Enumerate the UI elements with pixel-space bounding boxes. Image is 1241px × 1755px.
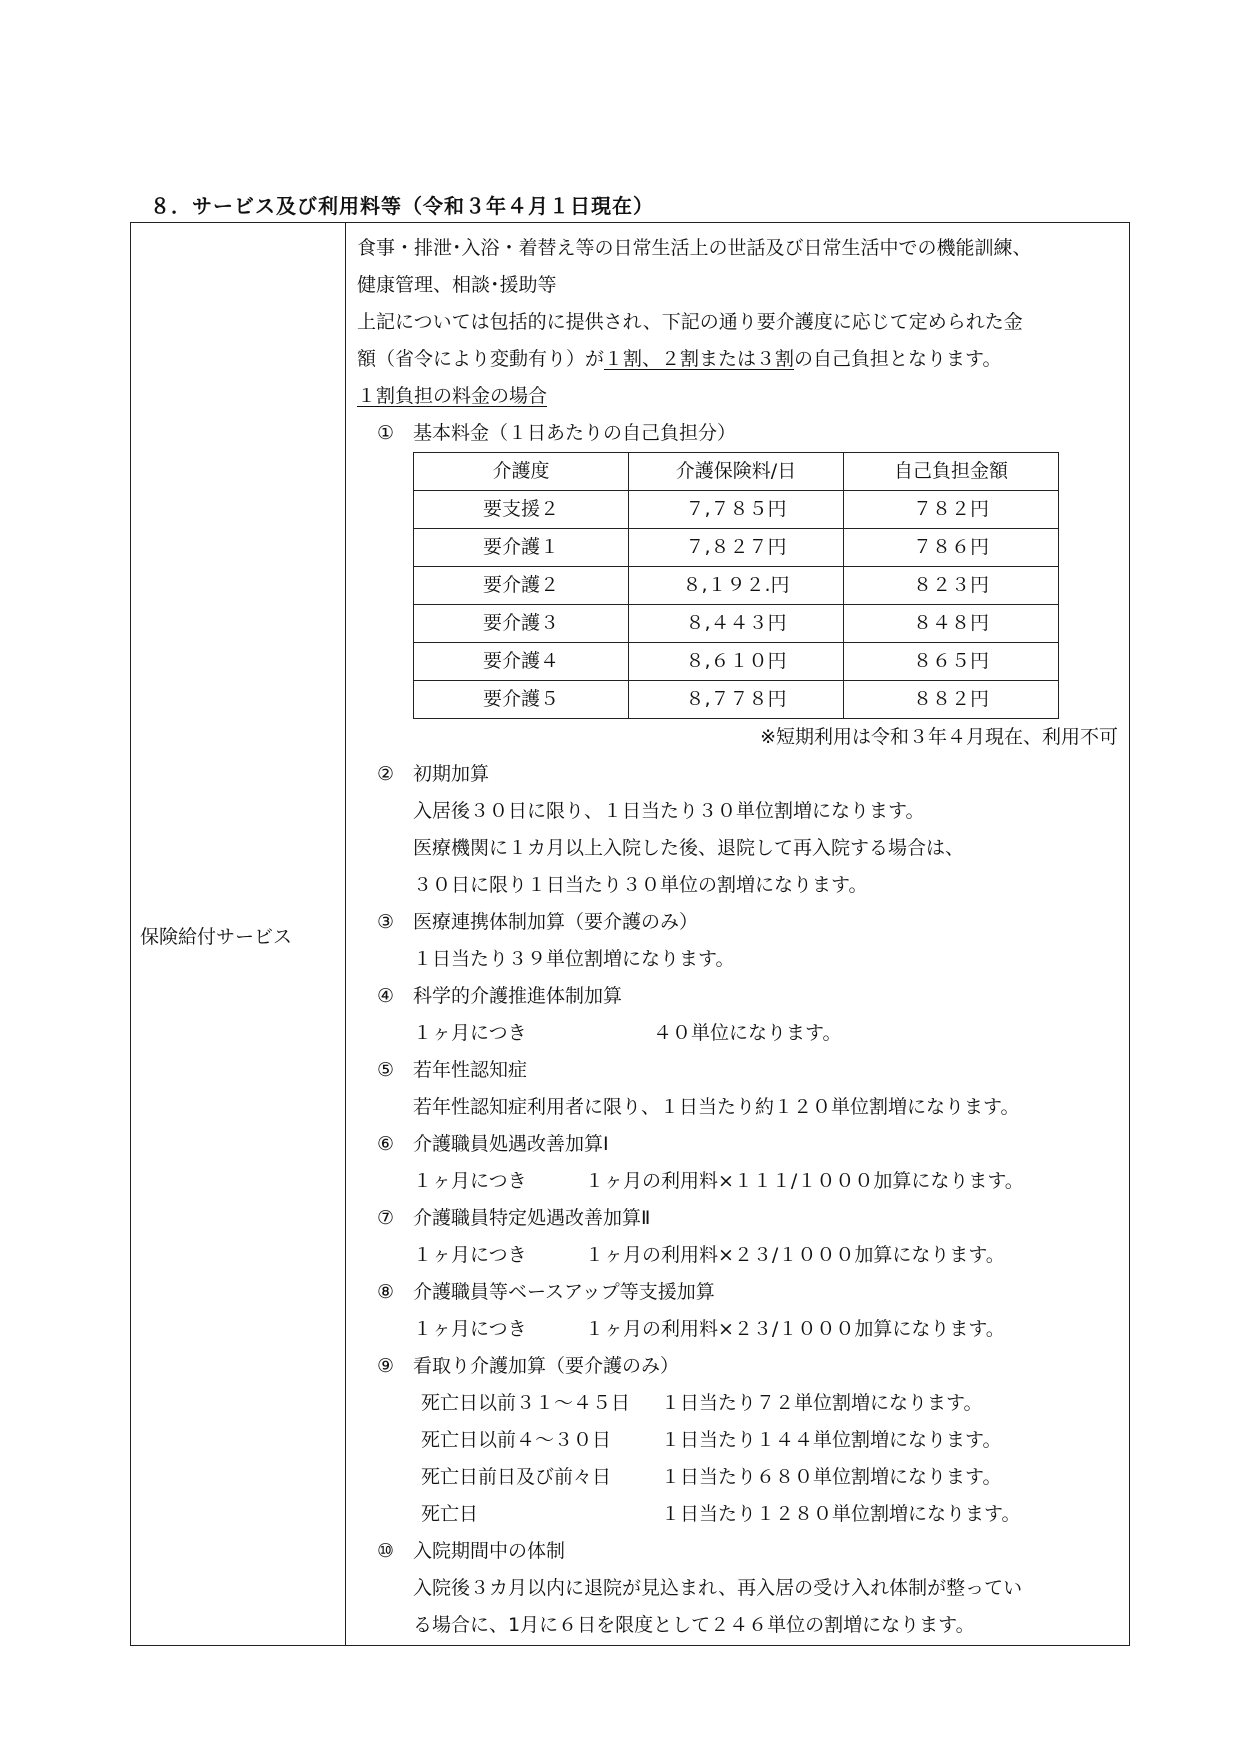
item-title: 若年性認知症 xyxy=(413,1059,528,1081)
item-9-row xyxy=(357,1422,1122,1459)
item-title: 介護職員等ベースアップ等支援加算 xyxy=(413,1281,715,1303)
table-cell: 要介護１ xyxy=(414,529,629,567)
table-row xyxy=(414,567,1059,605)
item-period: 死亡日前日及び前々日 xyxy=(421,1466,612,1488)
item-title: 看取り介護加算（要介護のみ） xyxy=(413,1355,680,1377)
item-8-title xyxy=(357,1274,1122,1311)
item-marker: ⑤ xyxy=(377,1059,395,1081)
item-10-text: 入院後３カ月以内に退院が見込まれ、再入居の受け入れ体制が整ってい xyxy=(413,1577,1023,1599)
item-amount: １日当たり７２単位割増になります。 xyxy=(661,1392,983,1414)
item-marker: ① xyxy=(377,422,395,444)
item-2-text: ３０日に限り１日当たり３０単位の割増になります。 xyxy=(413,874,868,896)
item-9-row xyxy=(357,1459,1122,1496)
item-period: 死亡日 xyxy=(421,1503,479,1525)
item-7-text xyxy=(357,1237,1122,1274)
item-amount: ４０単位になります。 xyxy=(653,1022,842,1044)
item-8-text xyxy=(357,1311,1122,1348)
table-cell: 要介護３ xyxy=(414,605,629,643)
intro-line: 健康管理、相談･援助等 xyxy=(357,274,557,296)
item-title: 初期加算 xyxy=(413,763,490,785)
item-5-title xyxy=(357,1052,1122,1089)
table-cell: ８２３円 xyxy=(844,567,1059,605)
header-cell: 介護保険料/日 xyxy=(629,453,844,491)
item-title: 科学的介護推進体制加算 xyxy=(413,985,623,1007)
item-9-title xyxy=(357,1348,1122,1385)
item-3-title xyxy=(357,904,1122,941)
item-3-text: １日当たり３９単位割増になります。 xyxy=(413,948,735,970)
item-title: 介護職員特定処遇改善加算Ⅱ xyxy=(413,1207,651,1229)
item-2-text: 医療機関に１カ月以上入院した後、退院して再入院する場合は、 xyxy=(413,837,965,859)
table-cell: ８,７７８円 xyxy=(629,681,844,719)
item-basic-title xyxy=(357,415,1122,452)
item-title: 医療連携体制加算（要介護のみ） xyxy=(413,911,699,933)
intro-text: 額（省令により変動有り）が xyxy=(357,348,605,370)
service-description xyxy=(357,230,1122,1644)
item-title: 基本料金（１日あたりの自己負担分） xyxy=(413,422,737,444)
fee-table xyxy=(413,452,1059,719)
item-amount: １日当たり６８０単位割増になります。 xyxy=(661,1466,1002,1488)
item-6-title xyxy=(357,1126,1122,1163)
section-heading: ８．サービス及び利用料等（令和３年４月１日現在） xyxy=(150,194,654,218)
table-row xyxy=(414,529,1059,567)
table-cell: ７８２円 xyxy=(844,491,1059,529)
table-cell: 要支援２ xyxy=(414,491,629,529)
table-cell: ７,７８５円 xyxy=(629,491,844,529)
item-marker: ⑩ xyxy=(377,1540,395,1562)
column-divider xyxy=(345,222,346,1646)
table-cell: 要介護２ xyxy=(414,567,629,605)
table-cell: 要介護４ xyxy=(414,643,629,681)
fee-table-header xyxy=(414,453,1059,491)
item-marker: ⑧ xyxy=(377,1281,395,1303)
item-title: 介護職員処遇改善加算Ⅰ xyxy=(413,1133,609,1155)
item-5-text: 若年性認知症利用者に限り、１日当たり約１２０単位割増になります。 xyxy=(413,1096,1020,1118)
intro-line xyxy=(357,341,1122,378)
item-period: １ヶ月につき xyxy=(413,1170,527,1192)
item-4-text xyxy=(357,1015,1122,1052)
item-period: １ヶ月につき xyxy=(413,1022,527,1044)
table-cell: ８４８円 xyxy=(844,605,1059,643)
item-amount: １ヶ月の利用料×２３/１０００加算になります。 xyxy=(585,1244,1005,1266)
item-2-text: 入居後３０日に限り、１日当たり３０単位割増になります。 xyxy=(413,800,925,822)
item-6-text xyxy=(357,1163,1122,1200)
item-7-title xyxy=(357,1200,1122,1237)
item-amount: １日当たり１２８０単位割増になります。 xyxy=(661,1503,1021,1525)
item-10-text: る場合に、1月に６日を限度として２４６単位の割増になります。 xyxy=(413,1614,975,1636)
intro-line: 食事・排泄･入浴・着替え等の日常生活上の世話及び日常生活中での機能訓練、 xyxy=(357,237,1032,259)
item-amount: １日当たり１４４単位割増になります。 xyxy=(661,1429,1002,1451)
item-marker: ⑦ xyxy=(377,1207,395,1229)
item-period: １ヶ月につき xyxy=(413,1244,527,1266)
table-cell: ８,６１０円 xyxy=(629,643,844,681)
table-cell: ８８２円 xyxy=(844,681,1059,719)
item-marker: ⑥ xyxy=(377,1133,395,1155)
header-cell: 自己負担金額 xyxy=(844,453,1059,491)
table-cell: 要介護５ xyxy=(414,681,629,719)
table-cell: ７,８２７円 xyxy=(629,529,844,567)
table-row xyxy=(414,681,1059,719)
header-cell: 介護度 xyxy=(414,453,629,491)
table-cell: ８,４４３円 xyxy=(629,605,844,643)
item-9-row xyxy=(357,1496,1122,1533)
item-title: 入院期間中の体制 xyxy=(413,1540,566,1562)
item-marker: ④ xyxy=(377,985,395,1007)
intro-line: 上記については包括的に提供され、下記の通り要介護度に応じて定められた金 xyxy=(357,311,1023,333)
table-cell: ７８６円 xyxy=(844,529,1059,567)
table-cell: ８,１９２.円 xyxy=(629,567,844,605)
intro-text: の自己負担となります。 xyxy=(794,348,1002,370)
item-marker: ② xyxy=(377,763,395,785)
table-cell: ８６５円 xyxy=(844,643,1059,681)
table-row xyxy=(414,605,1059,643)
item-amount: １ヶ月の利用料×１１１/１０００加算になります。 xyxy=(585,1170,1024,1192)
item-period: 死亡日以前４～３０日 xyxy=(421,1429,612,1451)
item-amount: １ヶ月の利用料×２３/１０００加算になります。 xyxy=(585,1318,1005,1340)
item-9-row xyxy=(357,1385,1122,1422)
item-period: 死亡日以前３１～４５日 xyxy=(421,1392,631,1414)
table-row xyxy=(414,491,1059,529)
item-4-title xyxy=(357,978,1122,1015)
short-term-note: ※短期利用は令和３年４月現在、利用不可 xyxy=(760,726,1118,748)
item-2-title xyxy=(357,756,1122,793)
item-10-title xyxy=(357,1533,1122,1570)
item-marker: ③ xyxy=(377,911,395,933)
burden-ratio: １割、２割または３割 xyxy=(604,348,795,370)
item-marker: ⑨ xyxy=(377,1355,395,1377)
row-label: 保険給付サービス xyxy=(140,926,293,948)
case-title xyxy=(357,378,1122,415)
case-title-text: １割負担の料金の場合 xyxy=(357,385,548,407)
table-row xyxy=(414,643,1059,681)
item-period: １ヶ月につき xyxy=(413,1318,527,1340)
